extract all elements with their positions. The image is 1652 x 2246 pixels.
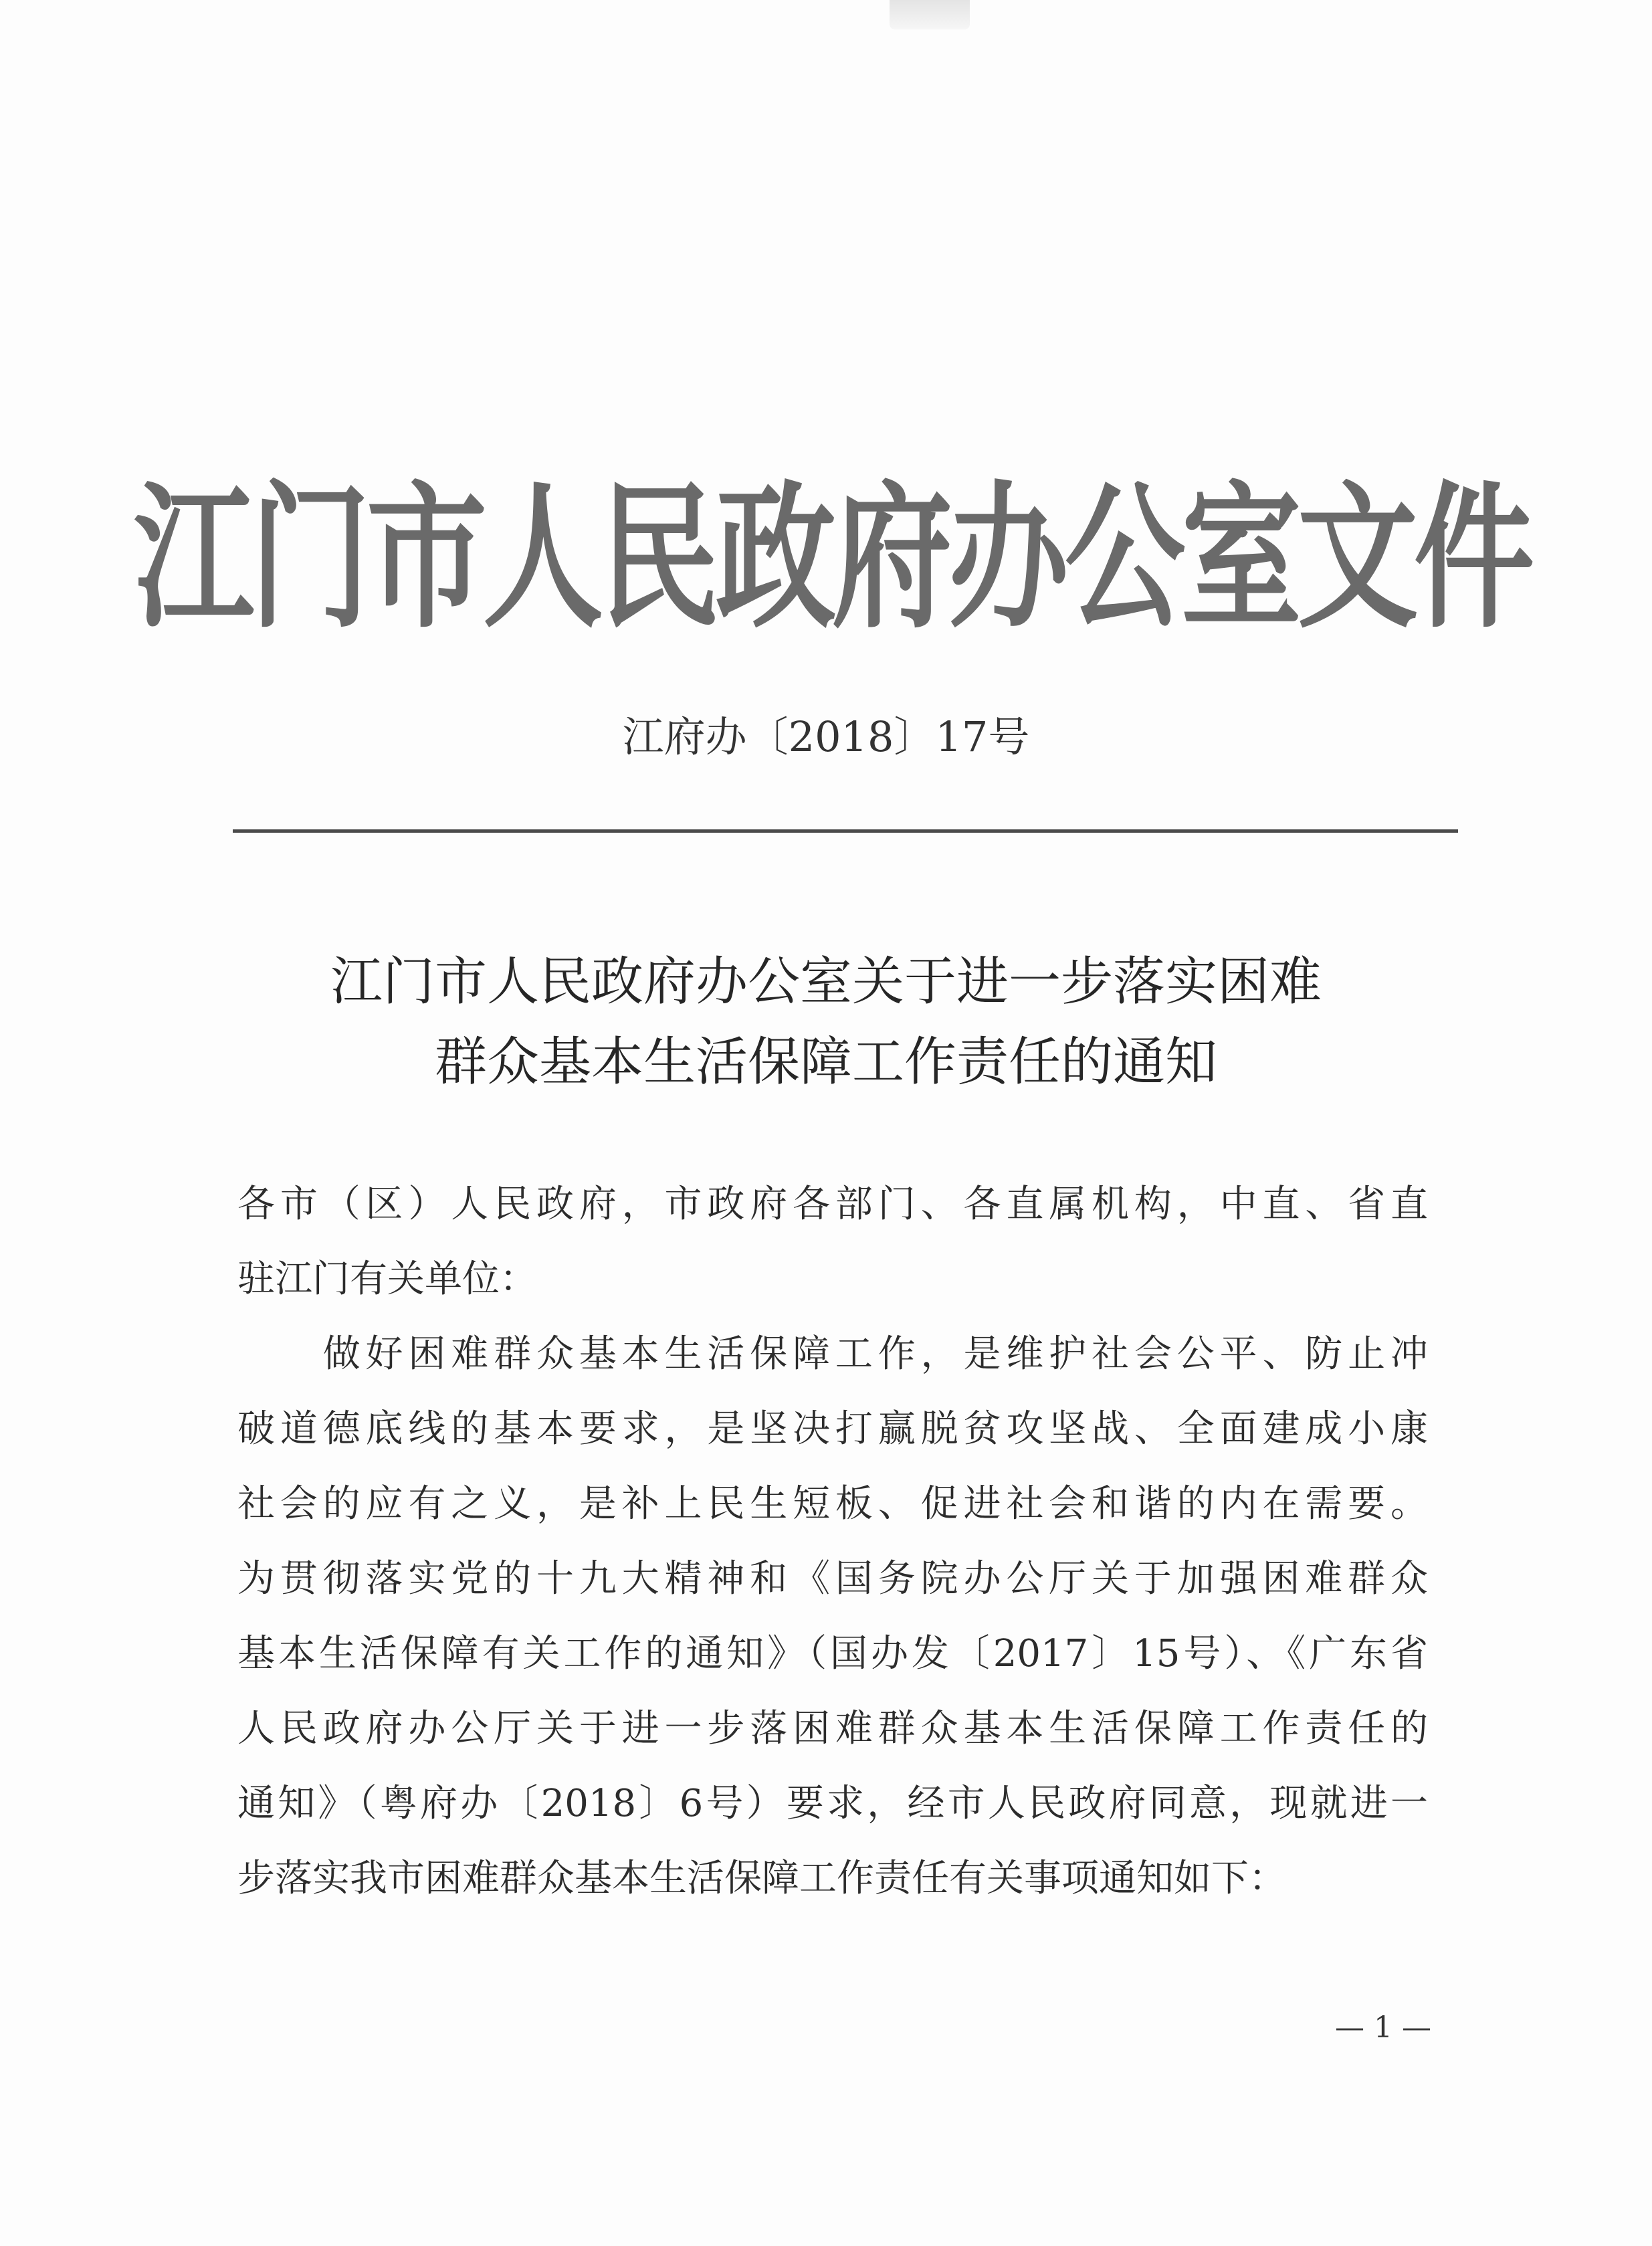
document-body: [237, 1167, 1428, 1916]
body-line: 驻江门有关单位：: [237, 1257, 537, 1301]
body-line: 社会的应有之义，是补上民生短板、促进社会和谐的内在需要。: [237, 1482, 1428, 1526]
body-line: 步落实我市困难群众基本生活保障工作责任有关事项通知如下：: [237, 1857, 1286, 1900]
body-line: 破道德底线的基本要求，是坚决打赢脱贫攻坚战、全面建成小康: [237, 1407, 1428, 1451]
document-number: 江府办〔2018〕17号: [622, 712, 1030, 761]
scan-shadow: [890, 0, 970, 29]
title-line-1: 江门市人民政府办公室关于进一步落实困难: [330, 952, 1322, 1012]
issuer-banner: 江门市人民政府办公室文件: [134, 468, 1531, 650]
header-divider: [233, 829, 1458, 833]
body-line: 人民政府办公厅关于进一步落困难群众基本生活保障工作责任的: [237, 1707, 1428, 1750]
title-line-2: 群众基本生活保障工作责任的通知: [434, 1032, 1217, 1092]
body-line: 各市（区）人民政府，市政府各部门、各直属机构，中直、省直: [237, 1183, 1428, 1226]
document-title: [201, 942, 1451, 1102]
body-line: 做好困难群众基本生活保障工作，是维护社会公平、防止冲: [237, 1332, 1428, 1376]
page-number: — 1 —: [1335, 2011, 1431, 2045]
body-line: 基本生活保障有关工作的通知》（国办发〔2017〕15号）、《广东省: [237, 1632, 1428, 1675]
body-line: 为贯彻落实党的十九大精神和《国务院办公厅关于加强困难群众: [237, 1557, 1428, 1601]
body-line: 通知》（粤府办〔2018〕6号）要求，经市人民政府同意，现就进一: [237, 1782, 1428, 1825]
